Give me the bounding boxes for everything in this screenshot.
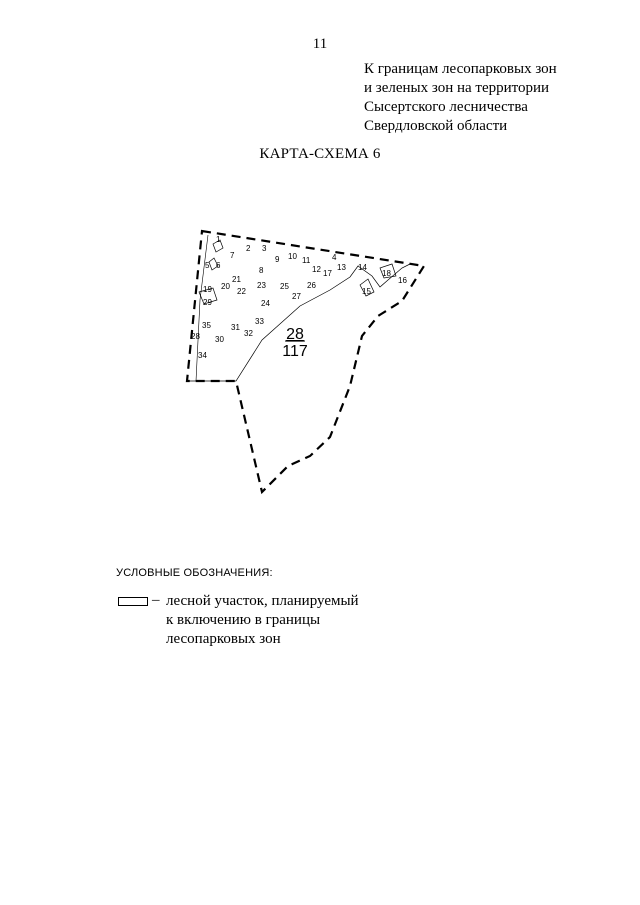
legend-line: лесопарковых зон — [166, 631, 281, 647]
quarter-number: 31 — [231, 323, 240, 332]
attachment-header — [364, 60, 557, 136]
quarter-number: 33 — [255, 317, 264, 326]
quarter-number: 12 — [312, 265, 321, 274]
attachment-line: Свердловской области — [364, 118, 508, 134]
quarter-number: 28 — [191, 332, 200, 341]
legend-dash: – — [152, 592, 160, 608]
quarter-number: 30 — [215, 335, 224, 344]
quarter-number: 13 — [337, 263, 346, 272]
quarter-number: 27 — [292, 292, 301, 301]
quarter-number: 16 — [398, 276, 407, 285]
legend-title: УСЛОВНЫЕ ОБОЗНАЧЕНИЯ: — [116, 567, 273, 579]
forest-map-scheme — [180, 225, 430, 500]
attachment-line: Сысертского лесничества — [364, 99, 528, 115]
legend-line: к включению в границы — [166, 612, 321, 628]
page-number: 11 — [312, 36, 328, 52]
quarter-number: 5 — [205, 261, 210, 270]
quarter-number: 10 — [288, 252, 297, 261]
quarter-number: 9 — [275, 255, 280, 264]
quarter-number: 21 — [232, 275, 241, 284]
quarter-number: 2 — [246, 244, 251, 253]
quarter-number: 3 — [262, 244, 267, 253]
quarter-number: 6 — [216, 261, 221, 270]
quarter-number: 14 — [358, 263, 367, 272]
quarter-number: 11 — [302, 256, 311, 265]
quarter-number: 22 — [237, 287, 246, 296]
quarter-number: 18 — [382, 269, 391, 278]
quarter-number: 7 — [230, 251, 235, 260]
quarter-number: 4 — [332, 253, 337, 262]
legend-description — [166, 592, 359, 649]
quarter-number: 34 — [198, 351, 207, 360]
main-quarter-number: 28 — [286, 326, 304, 343]
main-parcel-number: 117 — [282, 343, 308, 360]
quarter-number: 32 — [244, 329, 253, 338]
quarter-number: 35 — [202, 321, 211, 330]
quarter-number: 15 — [362, 287, 371, 296]
quarter-number: 1 — [216, 235, 221, 244]
map-svg — [180, 225, 430, 500]
map-title: КАРТА-СХЕМА 6 — [259, 146, 381, 162]
legend-swatch — [118, 597, 148, 606]
quarter-number: 26 — [307, 281, 316, 290]
quarter-number: 29 — [203, 298, 212, 307]
quarter-number: 25 — [280, 282, 289, 291]
legend-line: лесной участок, планируемый — [166, 593, 359, 609]
quarter-number: 23 — [257, 281, 266, 290]
attachment-line: и зеленых зон на территории — [364, 80, 550, 96]
quarter-number: 17 — [323, 269, 332, 278]
quarter-number: 19 — [203, 285, 212, 294]
quarter-number: 24 — [261, 299, 270, 308]
quarter-number: 20 — [221, 282, 230, 291]
attachment-line: К границам лесопарковых зон — [364, 61, 557, 77]
quarter-number: 8 — [259, 266, 264, 275]
